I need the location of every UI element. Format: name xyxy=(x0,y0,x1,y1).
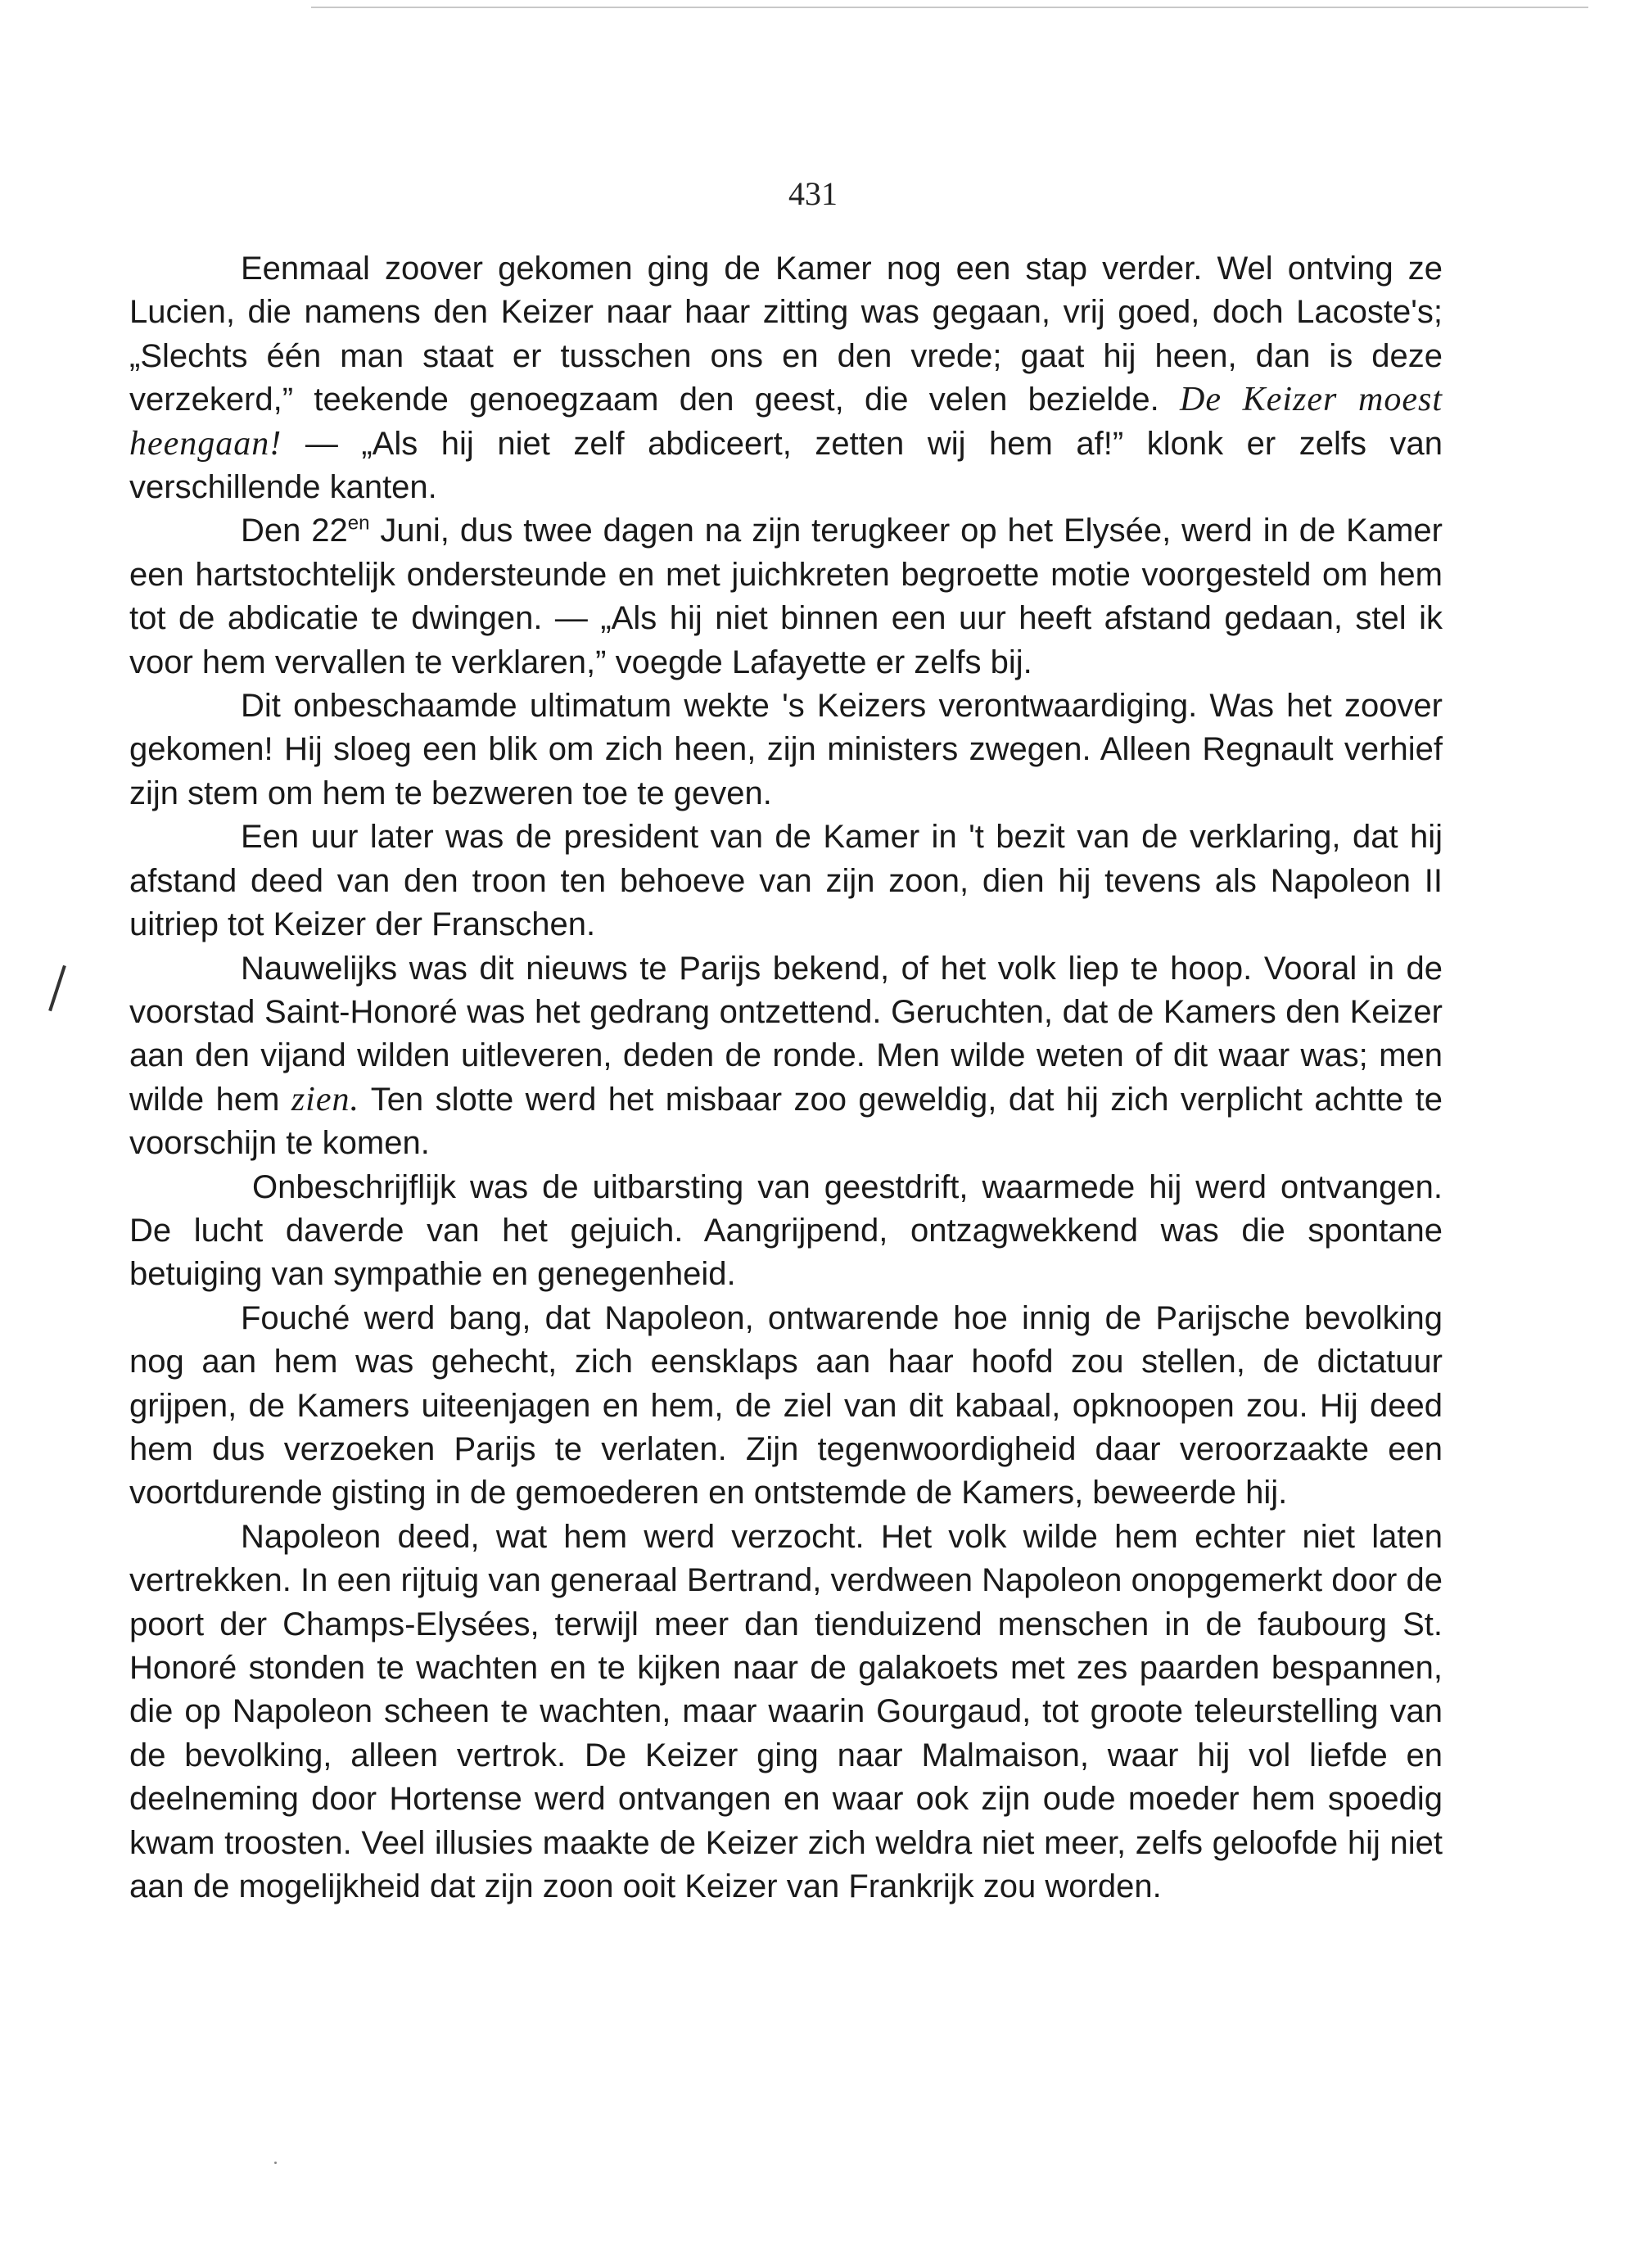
body-text xyxy=(129,247,1443,1909)
paragraph-p3 xyxy=(129,684,1443,815)
scan-top-edge-line xyxy=(311,7,1588,8)
margin-pencil-mark xyxy=(48,965,66,1011)
paragraph-text: Dit onbeschaamde ultimatum wekte 's Keizers verontwaardiging. Was het zoover gekomen! Hij sloeg een blik om zich heen, zijn ministers zwegen. Alleen Regnault verhief zijn stem om hem te bezweren toe te geven. xyxy=(129,688,1443,811)
italic-emphasis: zien. xyxy=(291,1080,359,1118)
paragraph-text: Juni, dus twee dagen na zijn terugkeer op het Elysée, werd in de Kamer een hartstochtelijk ondersteunde en met juichkreten begroette motie voorgesteld om hem tot de abdicatie te dwingen. — „Als hij niet binnen een uur heeft afstand gedaan, stel ik voor hem vervallen te verklaren,” voegde Lafayette er zelfs bij. xyxy=(129,513,1443,680)
paragraph-text: Ten slotte werd het misbaar zoo geweldig, dat hij zich verplicht achtte te voorschijn te komen. xyxy=(129,1081,1443,1162)
paragraph-text: — „Als hij niet zelf abdiceert, zetten wij hem af!” klonk er zelfs van verschillende kanten. xyxy=(129,425,1443,506)
paragraph-text: Eenmaal zoover gekomen ging de Kamer nog een stap verder. Wel ontving ze Lucien, die namens den Keizer naar haar zitting was gegaan, vrij goed, doch Lacoste's; „Slechts één man staat er tusschen ons en den vrede; gaat hij heen, dan is deze verzekerd,” teekende genoegzaam den geest, die velen bezielde. xyxy=(129,251,1443,418)
scan-speck xyxy=(274,2162,277,2164)
paragraph-text: Onbeschrijflijk was de uitbarsting van geestdrift, waarmede hij werd ontvangen. De lucht daverde van het gejuich. Aangrijpend, ontzagwekkend was die spontane betuiging van sympathie en genegenheid. xyxy=(129,1168,1443,1293)
paragraph-p4 xyxy=(129,815,1443,947)
italic-emphasis: De Keizer moest heengaan! xyxy=(129,381,1443,463)
superscript: en xyxy=(347,513,370,535)
paragraph-text: Fouché werd bang, dat Napoleon, ontwarende hoe innig de Parijsche bevolking nog aan hem was gehecht, zich eensklaps aan haar hoofd zou stellen, de dictatuur grijpen, de Kamers uiteenjagen en hem, de ziel van dit kabaal, opknoopen zou. Hij deed hem dus verzoeken Parijs te verlaten. Zijn tegenwoordigheid daar veroorzaakte een voortdurende gisting in de gemoederen en ontstemde de Kamers, beweerde hij. xyxy=(129,1299,1443,1511)
paragraph-p7 xyxy=(129,1297,1443,1516)
paragraph-p2 xyxy=(129,509,1443,684)
paragraph-text: Nauwelijks was dit nieuws te Parijs bekend, of het volk liep te hoop. Vooral in de voorstad Saint-Honoré was het gedrang ontzettend. Geruchten, dat de Kamers den Keizer aan den vijand wilden uitleveren, deden de ronde. Men wilde weten of dit waar was; men wilde hem xyxy=(129,950,1443,1118)
page-number: 431 xyxy=(788,175,838,212)
paragraph-p6 xyxy=(129,1166,1443,1297)
paragraph-text: Den 22 xyxy=(241,513,348,549)
paragraph-p1 xyxy=(129,247,1443,509)
paragraph-p8 xyxy=(129,1516,1443,1909)
paragraph-text: Napoleon deed, wat hem werd verzocht. Het volk wilde hem echter niet laten vertrekken. In een rijtuig van generaal Bertrand, verdween Napoleon onopgemerkt door de poort der Champs-Elysées, terwijl meer dan tienduizend menschen in de faubourg St. Honoré stonden te wachten en te kijken naar de galakoets met zes paarden bespannen, die op Napoleon scheen te wachten, maar waarin Gourgaud, tot groote teleurstelling van de bevolking, alleen vertrok. De Keizer ging naar Malmaison, waar hij vol liefde en deelneming door Hortense werd ontvangen en waar ook zijn oude moeder hem spoedig kwam troosten. Veel illusies maakte de Keizer zich weldra niet meer, zelfs geloofde hij niet aan de mogelijkheid dat zijn zoon ooit Keizer van Frankrijk zou worden. xyxy=(129,1518,1443,1905)
paragraph-p5 xyxy=(129,947,1443,1166)
paragraph-text: Een uur later was de president van de Kamer in 't bezit van de verklaring, dat hij afstand deed van den troon ten behoeve van zijn zoon, dien hij tevens als Napoleon II uitriep tot Keizer der Franschen. xyxy=(129,819,1443,943)
